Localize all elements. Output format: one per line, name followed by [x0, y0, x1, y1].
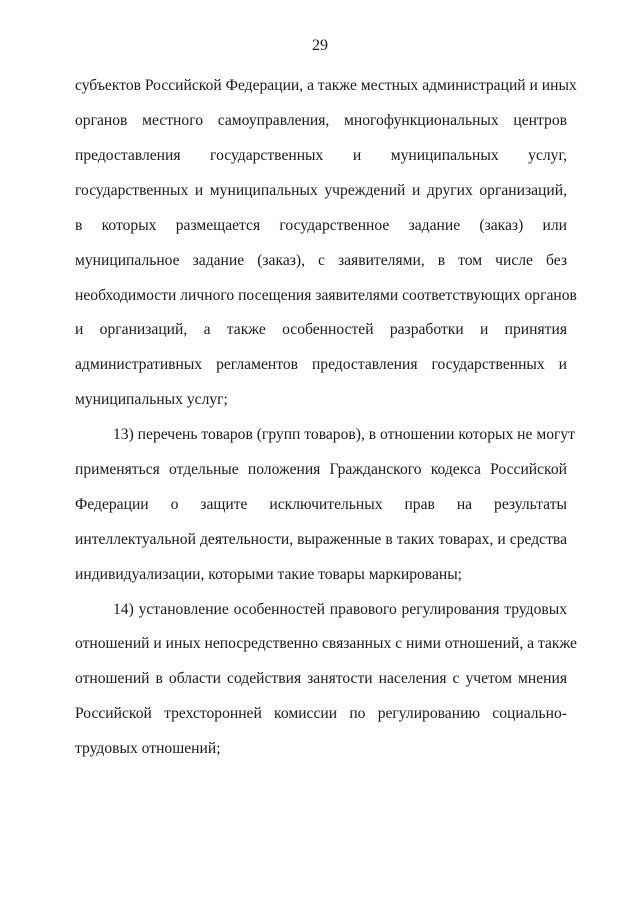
text-line: органов местного самоуправления, многофункциональных центров	[75, 112, 567, 129]
text-line: отношений и иных непосредственно связанных с ними отношений, а также	[75, 635, 577, 652]
text-line: в которых размещается государственное задание (заказ) или	[75, 217, 567, 234]
text-line: предоставления государственных и муниципальных услуг,	[75, 147, 567, 164]
text-line: государственных и муниципальных учреждений и других организаций,	[75, 182, 567, 199]
text-line: административных регламентов предоставления государственных и	[75, 356, 567, 373]
text-line: муниципальных услуг;	[75, 391, 228, 408]
paragraph-13-first-line: 13) перечень товаров (групп товаров), в отношении которых не могут	[113, 426, 575, 443]
text-line: применяться отдельные положения Гражданского кодекса Российской	[75, 461, 567, 478]
text-line: муниципальное задание (заказ), с заявителями, в том числе без	[75, 252, 567, 269]
text-line: Федерации о защите исключительных прав на результаты	[75, 496, 567, 513]
text-line: индивидуализации, которыми такие товары маркированы;	[75, 566, 463, 583]
paragraph-14-first-line: 14) установление особенностей правового регулирования трудовых	[113, 601, 567, 618]
text-line: трудовых отношений;	[75, 740, 221, 757]
page-number: 29	[312, 37, 328, 54]
text-line: Российской трехсторонней комиссии по регулированию социально-	[75, 705, 567, 722]
text-line: субъектов Российской Федерации, а также местных администраций и иных	[75, 77, 577, 94]
text-line: отношений в области содействия занятости населения с учетом мнения	[75, 670, 567, 687]
text-line: интеллектуальной деятельности, выраженные в таких товарах, и средства	[75, 531, 567, 548]
text-line: необходимости личного посещения заявителями соответствующих органов	[75, 287, 577, 304]
text-line: и организаций, а также особенностей разработки и принятия	[75, 321, 567, 338]
